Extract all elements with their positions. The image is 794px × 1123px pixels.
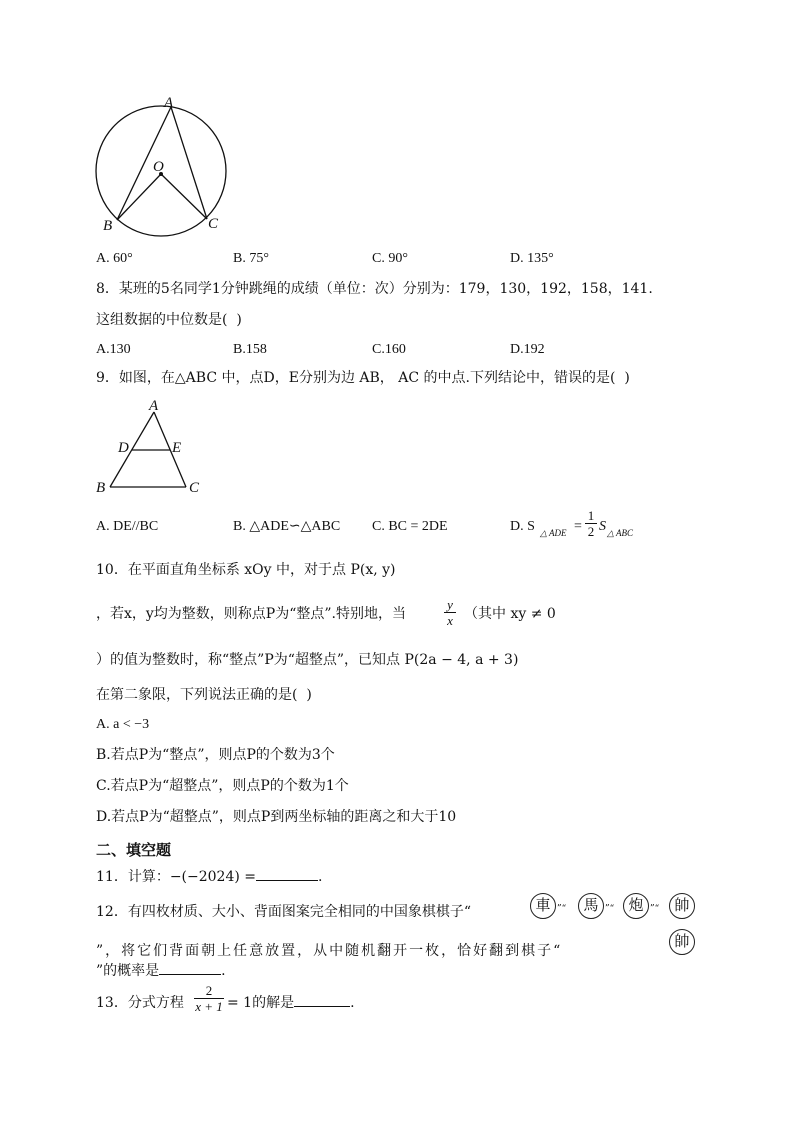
q12-sep-1: ”“ — [557, 904, 567, 914]
section-title-fill-in: 二、填空题 — [96, 841, 172, 859]
q9-label-c: C — [189, 480, 200, 496]
q9-label-d: D — [118, 440, 129, 456]
q9-option-d-num: 1 — [587, 508, 595, 523]
q7-option-a[interactable]: A. 60° — [96, 251, 133, 266]
q12-line2: ”，将它们背面朝上任意放置，从中随机翻开一枚，恰好翻到棋子“ — [96, 943, 563, 959]
q13-eq: = 1的解是 — [227, 995, 295, 1011]
chess-piece-ma: 馬 — [578, 893, 604, 919]
q9-option-d-eq: = — [574, 519, 582, 534]
q11-question — [96, 870, 322, 884]
q8-question-line2: 这组数据的中位数是( ) — [96, 312, 242, 328]
q9-option-d-s: S — [599, 519, 606, 534]
q10-option-a[interactable]: A. a < −3 — [96, 717, 150, 732]
q10-option-b[interactable]: B.若点P为“整点”，则点P的个数为3个 — [96, 747, 335, 763]
q10-line2b: （其中 xy ≠ 0 — [464, 606, 556, 622]
chess-piece-pao: 炮 — [623, 893, 649, 919]
q13-fraction — [194, 984, 224, 1013]
q13-num: 2 — [205, 983, 213, 998]
label-b: B — [103, 218, 113, 234]
q12-sep-3: ”“ — [650, 904, 660, 914]
q10-frac-den: x — [447, 613, 453, 628]
q9-option-d-fraction — [585, 509, 597, 538]
q11-period: . — [318, 869, 323, 885]
q9-option-a[interactable]: A. DE//BC — [96, 519, 159, 534]
q10-option-c[interactable]: C.若点P为“超整点”，则点P的个数为1个 — [96, 778, 349, 794]
q9-option-d-label: D. S — [510, 519, 535, 534]
q12-sep-2: ”“ — [605, 904, 615, 914]
label-o: O — [153, 159, 164, 175]
q13-question-tail — [227, 996, 355, 1010]
q11-answer-blank[interactable] — [256, 880, 318, 881]
q10-fraction-y-over-x — [444, 598, 456, 627]
q10-frac-num: y — [447, 597, 453, 612]
q12-line3 — [96, 964, 226, 978]
q9-label-a: A — [149, 398, 159, 414]
q9-label-b: B — [96, 480, 106, 496]
q13-prefix: 13．分式方程 — [96, 995, 184, 1011]
q10-line2a: ，若x，y均为整数，则称点P为“整点”.特别地，当 — [96, 606, 406, 622]
q12-period: . — [221, 963, 226, 979]
chess-piece-shuai-answer: 帥 — [669, 929, 695, 955]
q7-circle-figure — [90, 92, 250, 242]
q12-line1: 12．有四枚材质、大小、背面图案完全相同的中国象棋棋子“ — [96, 904, 471, 920]
q9-option-d-sub1: △ ADE — [540, 528, 567, 538]
q10-line3: ）的值为整数时，称“整点”P为“超整点”，已知点 P(2a − 4, a + 3) — [96, 652, 519, 668]
radius-ob — [117, 174, 161, 220]
q8-option-c[interactable]: C.160 — [372, 342, 406, 357]
q8-question-line1: 8．某班的5名同学1分钟跳绳的成绩（单位：次）分别为：179，130，192，158，141. — [96, 281, 653, 297]
q8-option-a[interactable]: A.130 — [96, 342, 131, 357]
q9-question: 9．如图，在△ABC 中，点D，E分别为边 AB， AC 的中点.下列结论中，错误的是( ) — [96, 370, 630, 386]
q13-den: x + 1 — [195, 999, 223, 1014]
chess-piece-che: 車 — [530, 893, 556, 919]
q9-option-d-den: 2 — [587, 524, 595, 539]
q7-option-c[interactable]: C. 90° — [372, 251, 408, 266]
q8-option-b[interactable]: B.158 — [233, 342, 267, 357]
q9-option-b[interactable]: B. △ADE∽△ABC — [233, 519, 341, 534]
q12-answer-blank[interactable] — [159, 974, 221, 975]
q12-line3-text: ”的概率是 — [96, 963, 160, 979]
q7-option-d[interactable]: D. 135° — [510, 251, 554, 266]
q13-period: . — [350, 995, 355, 1011]
q10-line1: 10．在平面直角坐标系 xOy 中，对于点 P(x, y) — [96, 562, 396, 578]
q9-label-e: E — [172, 440, 182, 456]
label-a: A — [164, 95, 174, 111]
q9-option-c[interactable]: C. BC = 2DE — [372, 519, 448, 534]
q10-option-d[interactable]: D.若点P为“超整点”，则点P到两坐标轴的距离之和大于10 — [96, 809, 457, 825]
q7-option-b[interactable]: B. 75° — [233, 251, 269, 266]
q13-answer-blank[interactable] — [294, 1006, 350, 1007]
q9-option-d-sub2: △ ABC — [607, 528, 634, 538]
q8-option-d[interactable]: D.192 — [510, 342, 545, 357]
q11-text: 11．计算：−(−2024) = — [96, 869, 257, 885]
label-c: C — [208, 216, 219, 232]
q10-line4: 在第二象限，下列说法正确的是( ) — [96, 687, 312, 703]
chess-piece-shuai: 帥 — [669, 893, 695, 919]
